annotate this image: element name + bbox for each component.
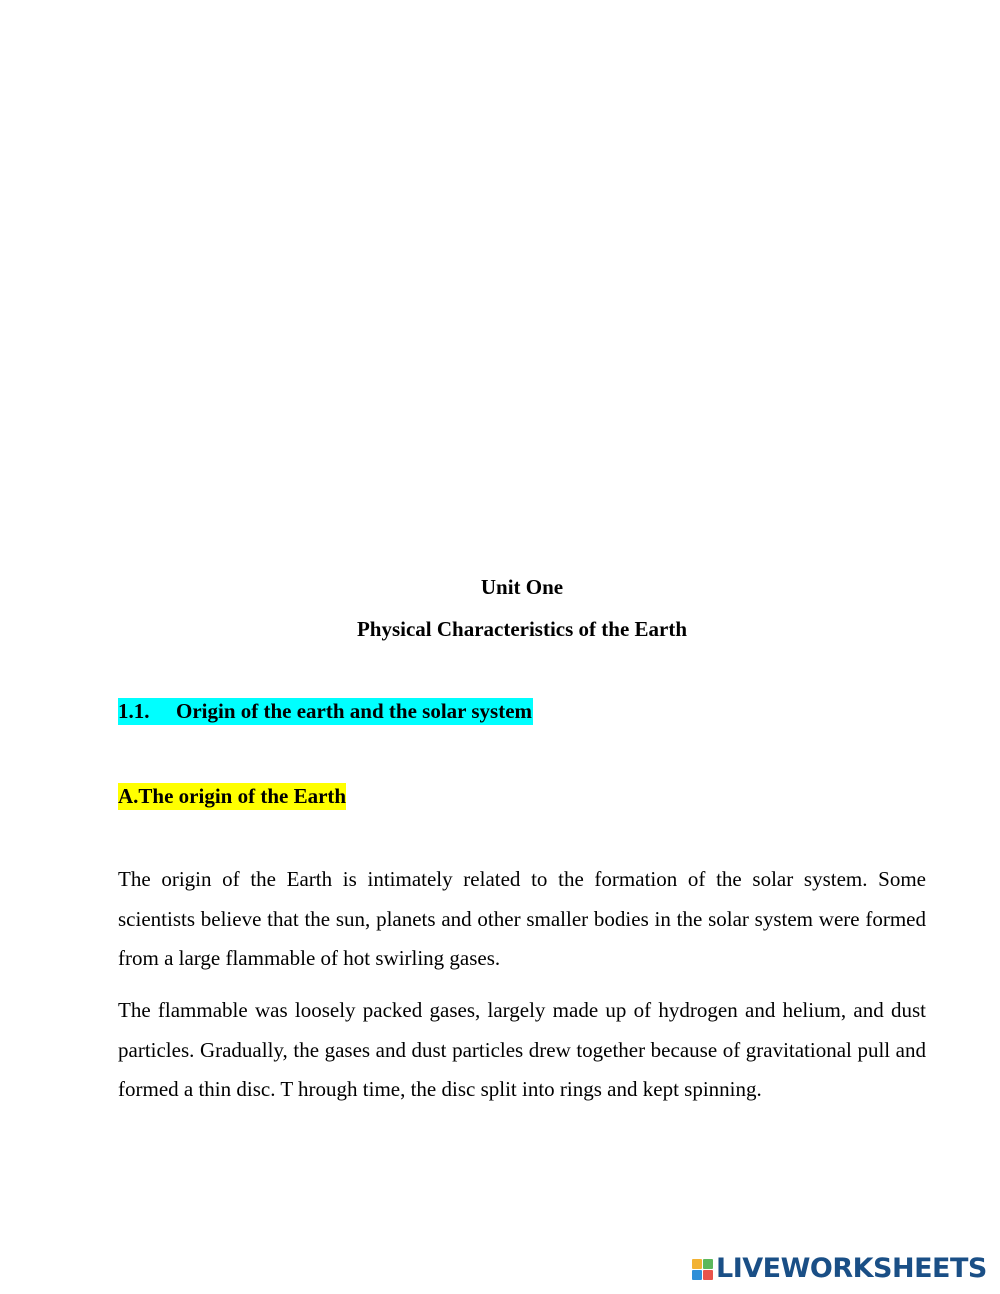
logo-square xyxy=(692,1259,702,1269)
body-paragraph: The origin of the Earth is intimately related to the formation of the solar system. Some scientists believe that the sun, planets and other smaller bodies in the solar system were formed from a large flammable of hot swirling gases. xyxy=(118,867,926,970)
unit-title: Unit One xyxy=(480,575,564,599)
section-number: 1.1. xyxy=(118,699,150,723)
logo-square xyxy=(703,1270,713,1280)
section-title: Origin of the earth and the solar system xyxy=(176,699,533,723)
logo-square xyxy=(703,1259,713,1269)
logo-text: LIVEWORKSHEETS xyxy=(716,1253,987,1284)
liveworksheets-logo[interactable] xyxy=(692,1253,987,1285)
section-heading xyxy=(118,698,533,725)
subsection-heading: A.The origin of the Earth xyxy=(118,784,347,808)
logo-square xyxy=(692,1270,702,1280)
unit-subtitle: Physical Characteristics of the Earth xyxy=(356,617,688,641)
body-paragraph: The flammable was loosely packed gases, largely made up of hydrogen and helium, and dust particles. Gradually, the gases and dust particles drew together because of gravitational pull and formed a thin disc. T hrough time, the disc split into rings and kept spinning. xyxy=(118,998,926,1101)
logo-mark-icon xyxy=(692,1259,713,1280)
